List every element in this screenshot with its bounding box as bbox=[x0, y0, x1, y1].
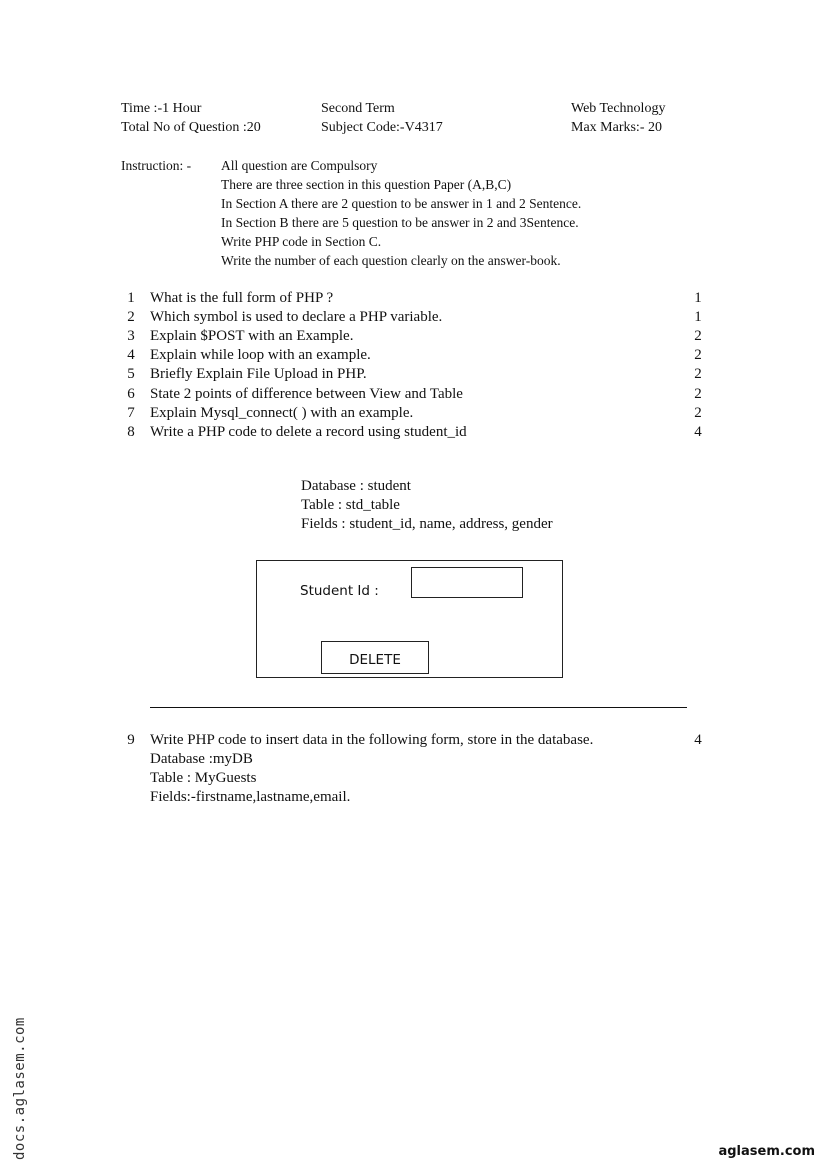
question-text: Which symbol is used to declare a PHP variable. bbox=[150, 309, 443, 325]
question-row bbox=[0, 290, 827, 310]
instruction-line: There are three section in this question Paper (A,B,C) bbox=[221, 177, 512, 192]
question-marks: 1 bbox=[694, 309, 702, 325]
question-marks: 2 bbox=[694, 386, 702, 402]
question-text: Briefly Explain File Upload in PHP. bbox=[150, 366, 367, 382]
question-number: 5 bbox=[127, 366, 135, 382]
question-marks: 2 bbox=[694, 405, 702, 421]
student-id-label: Student Id : bbox=[300, 583, 379, 599]
question-row bbox=[0, 347, 827, 367]
side-watermark: docs.aglasem.com bbox=[12, 1017, 28, 1160]
delete-form-illustration bbox=[256, 560, 563, 678]
header-total-questions: Total No of Question :20 bbox=[121, 120, 261, 135]
question-row bbox=[0, 309, 827, 329]
header-subject: Web Technology bbox=[571, 101, 666, 116]
question-marks: 2 bbox=[694, 328, 702, 344]
question-marks: 4 bbox=[694, 424, 702, 440]
instruction-label: Instruction: - bbox=[121, 158, 192, 173]
question-number: 9 bbox=[127, 732, 135, 748]
question-row bbox=[0, 366, 827, 386]
question-number: 7 bbox=[127, 405, 135, 421]
question-row bbox=[0, 405, 827, 425]
q9-fields: Fields:-firstname,lastname,email. bbox=[150, 789, 351, 805]
instruction-line: Write PHP code in Section C. bbox=[221, 234, 382, 249]
question-text: Write a PHP code to delete a record using student_id bbox=[150, 424, 467, 440]
question-marks: 1 bbox=[694, 290, 702, 306]
question-number: 8 bbox=[127, 424, 135, 440]
header-max-marks: Max Marks:- 20 bbox=[571, 120, 662, 135]
header-time: Time :-1 Hour bbox=[121, 101, 202, 116]
question-marks: 4 bbox=[694, 732, 702, 748]
q8-database: Database : student bbox=[301, 478, 411, 494]
delete-button bbox=[321, 641, 429, 674]
header-term: Second Term bbox=[321, 101, 395, 116]
q8-fields: Fields : student_id, name, address, gender bbox=[301, 516, 553, 532]
question-row bbox=[0, 732, 827, 752]
question-marks: 2 bbox=[694, 347, 702, 363]
student-id-input bbox=[411, 567, 523, 598]
question-text: Explain Mysql_connect( ) with an example. bbox=[150, 405, 414, 421]
question-row bbox=[0, 328, 827, 348]
question-marks: 2 bbox=[694, 366, 702, 382]
question-number: 2 bbox=[127, 309, 135, 325]
delete-button-label: DELETE bbox=[349, 651, 401, 668]
question-number: 6 bbox=[127, 386, 135, 402]
q9-table: Table : MyGuests bbox=[150, 770, 257, 786]
question-number: 4 bbox=[127, 347, 135, 363]
question-row bbox=[0, 424, 827, 444]
corner-watermark: aglasem.com bbox=[718, 1144, 815, 1159]
question-number: 3 bbox=[127, 328, 135, 344]
question-text: State 2 points of difference between View and Table bbox=[150, 386, 463, 402]
question-text: Explain $POST with an Example. bbox=[150, 328, 354, 344]
instruction-line: All question are Compulsory bbox=[221, 158, 378, 173]
question-text: Write PHP code to insert data in the following form, store in the database. bbox=[150, 732, 594, 748]
instruction-line: In Section B there are 5 question to be answer in 2 and 3Sentence. bbox=[221, 215, 579, 230]
question-row bbox=[0, 386, 827, 406]
question-text: What is the full form of PHP ? bbox=[150, 290, 334, 306]
question-text: Explain while loop with an example. bbox=[150, 347, 371, 363]
instruction-line: Write the number of each question clearly on the answer-book. bbox=[221, 253, 561, 268]
q9-database: Database :myDB bbox=[150, 751, 253, 767]
header-subject-code: Subject Code:-V4317 bbox=[321, 120, 443, 135]
q8-table: Table : std_table bbox=[301, 497, 400, 513]
section-divider bbox=[150, 707, 687, 708]
question-number: 1 bbox=[127, 290, 135, 306]
instruction-line: In Section A there are 2 question to be answer in 1 and 2 Sentence. bbox=[221, 196, 582, 211]
